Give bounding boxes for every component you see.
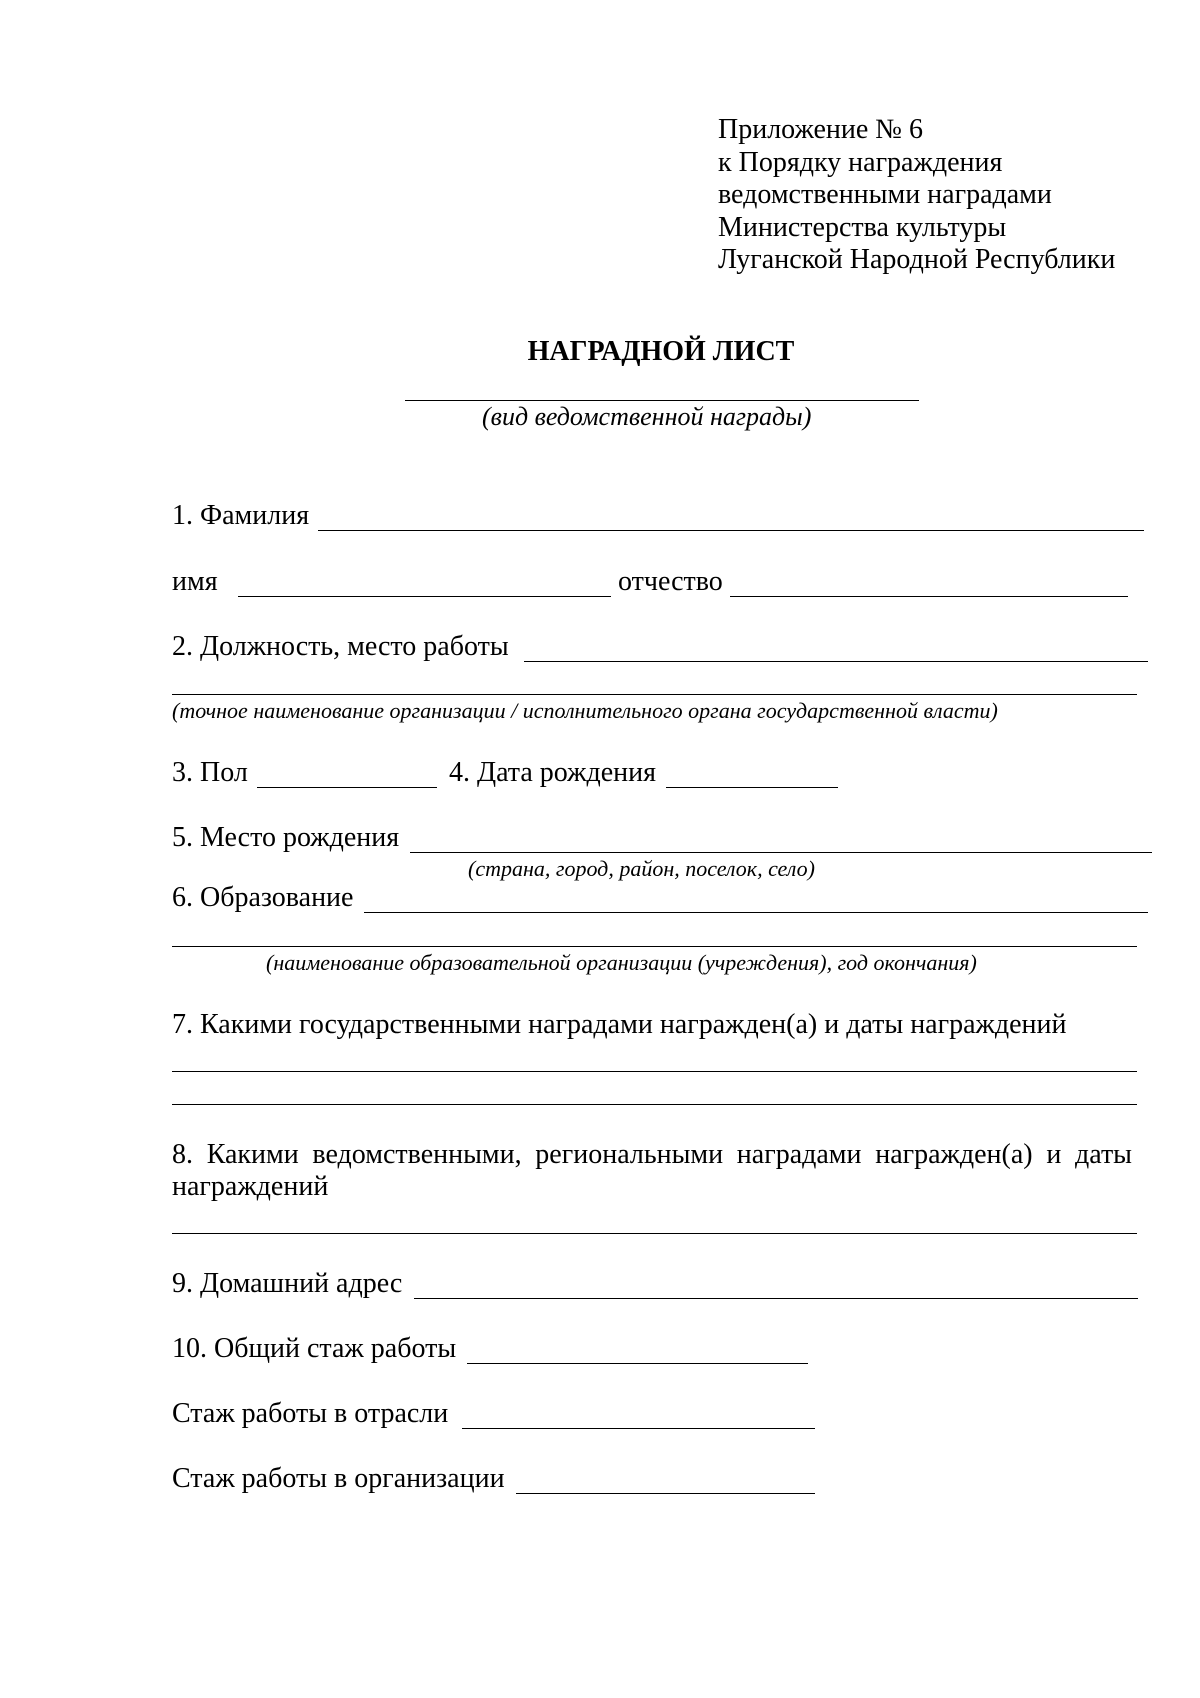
birth-place-label: 5. Место рождения bbox=[172, 822, 400, 853]
birth-date-label: 4. Дата рождения bbox=[449, 757, 656, 788]
sex-field[interactable] bbox=[257, 787, 437, 788]
education-field[interactable] bbox=[364, 912, 1148, 913]
dept-awards-label-line-1: 8. Какими ведомственными, региональными наградами награжден(а) и даты bbox=[172, 1139, 1132, 1170]
birth-date-field[interactable] bbox=[666, 787, 838, 788]
education-label: 6. Образование bbox=[172, 882, 354, 913]
dept-awards-field[interactable] bbox=[172, 1233, 1137, 1234]
name-field[interactable] bbox=[238, 596, 611, 597]
education-hint: (наименование образовательной организации (учреждения), год окончания) bbox=[266, 950, 977, 975]
appendix-line-4: Министерства культуры bbox=[718, 211, 1007, 243]
total-experience-label: 10. Общий стаж работы bbox=[172, 1333, 457, 1364]
sex-label: 3. Пол bbox=[172, 757, 248, 788]
position-field-line-2[interactable] bbox=[172, 694, 1137, 695]
state-awards-label: 7. Какими государственными наградами награжден(а) и даты награждений bbox=[172, 1009, 1067, 1040]
appendix-line-3: ведомственными наградами bbox=[718, 179, 1052, 210]
state-awards-field-2[interactable] bbox=[172, 1104, 1137, 1105]
award-type-hint: (вид ведомственной награды) bbox=[482, 402, 812, 431]
appendix-header bbox=[718, 114, 1115, 277]
surname-field[interactable] bbox=[318, 530, 1144, 531]
total-experience-field[interactable] bbox=[467, 1363, 808, 1364]
birth-place-hint: (страна, город, район, поселок, село) bbox=[468, 856, 815, 881]
position-hint: (точное наименование организации / исполнительного органа государственной власти) bbox=[172, 698, 998, 723]
patronymic-label: отчество bbox=[618, 566, 723, 597]
patronymic-field[interactable] bbox=[730, 596, 1128, 597]
home-address-field[interactable] bbox=[414, 1298, 1138, 1299]
appendix-line-2: к Порядку награждения bbox=[718, 146, 1003, 178]
appendix-line-1: Приложение № 6 bbox=[718, 114, 923, 145]
home-address-label: 9. Домашний адрес bbox=[172, 1268, 403, 1299]
industry-experience-field[interactable] bbox=[462, 1428, 815, 1429]
document-title: НАГРАДНОЙ ЛИСТ bbox=[527, 336, 795, 367]
position-field[interactable] bbox=[524, 661, 1148, 662]
birth-place-field[interactable] bbox=[410, 852, 1152, 853]
industry-experience-label: Стаж работы в отрасли bbox=[172, 1398, 449, 1429]
organization-experience-label: Стаж работы в организации bbox=[172, 1463, 505, 1494]
award-type-blank[interactable] bbox=[405, 400, 919, 401]
position-label: 2. Должность, место работы bbox=[172, 631, 509, 662]
surname-label: 1. Фамилия bbox=[172, 500, 310, 531]
name-label: имя bbox=[172, 566, 218, 597]
education-field-line-2[interactable] bbox=[172, 946, 1137, 947]
organization-experience-field[interactable] bbox=[516, 1493, 815, 1494]
dept-awards-label-line-2: награждений bbox=[172, 1171, 329, 1202]
appendix-line-5: Луганской Народной Республики bbox=[718, 244, 1116, 275]
state-awards-field-1[interactable] bbox=[172, 1071, 1137, 1072]
